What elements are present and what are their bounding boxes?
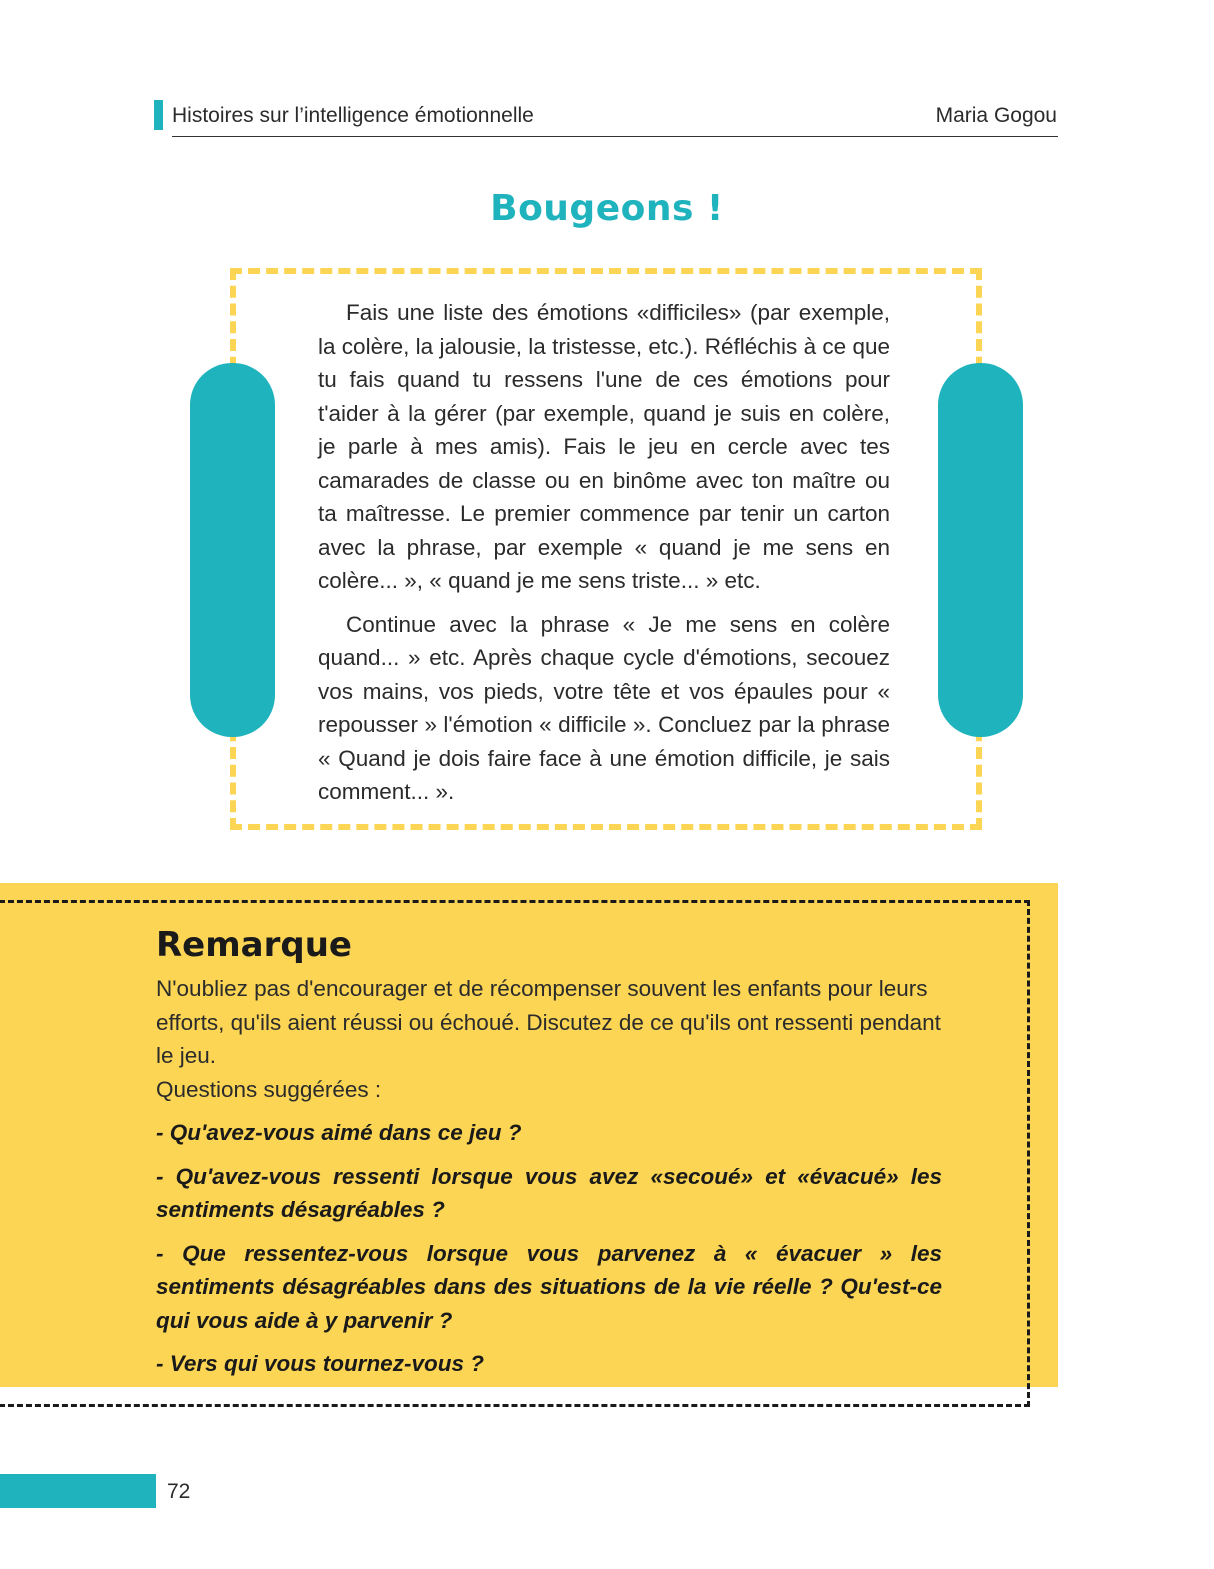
note-box <box>156 920 942 1391</box>
page-number: 72 <box>167 1480 191 1503</box>
book-title: Histoires sur l’intelligence émotionnelle <box>172 104 534 127</box>
note-heading: Remarque <box>156 925 352 965</box>
suggested-question: - Qu'avez-vous ressenti lorsque vous avez «secoué» et «évacué» les sentiments désagréables ? <box>156 1163 942 1222</box>
questions-label: Questions suggérées : <box>156 1076 382 1102</box>
suggested-question: - Vers qui vous tournez-vous ? <box>156 1351 484 1376</box>
activity-instructions <box>318 296 890 819</box>
right-decorative-pill <box>938 363 1023 737</box>
author-name: Maria Gogou <box>935 104 1057 127</box>
activity-paragraph-2: Continue avec la phrase « Je me sens en colère quand... » etc. Après chaque cycle d'émotions, secouez vos mains, vos pieds, votre tête et vos épaules pour « repousser » l'émotion « difficile ». Concluez par la phrase « Quand je dois faire face à une émotion difficile, je sais comment... ». <box>318 611 890 804</box>
note-body: N'oubliez pas d'encourager et de récompenser souvent les enfants pour leurs efforts, qu'ils aient réussi ou échoué. Discutez de ce qu'ils ont ressenti pendant le jeu. <box>156 976 941 1068</box>
suggested-question: - Qu'avez-vous aimé dans ce jeu ? <box>156 1120 522 1145</box>
left-decorative-pill <box>190 363 275 737</box>
header-accent-bar <box>154 100 163 130</box>
suggested-question: - Que ressentez-vous lorsque vous parvenez à « évacuer » les sentiments désagréables dans des situations de la vie réelle ? Qu'est-ce qui vous aide à y parvenir ? <box>156 1240 942 1333</box>
page-title: Bougeons ! <box>490 188 724 229</box>
footer-accent-bar <box>0 1474 156 1508</box>
header-divider <box>172 136 1058 137</box>
activity-paragraph-1: Fais une liste des émotions «difficiles» (par exemple, la colère, la jalousie, la tristesse, etc.). Réfléchis à ce que tu fais quand tu ressens l'une de ces émotions pour t'aider à la gérer (par exemple, quand je suis en colère, je parle à mes amis). Fais le jeu en cercle avec tes camarades de classe ou en binôme avec ton maître ou ta maîtresse. Le premier commence par tenir un carton avec la phrase, par exemple « quand je me sens en colère... », « quand je me sens triste... » etc. <box>318 300 890 593</box>
